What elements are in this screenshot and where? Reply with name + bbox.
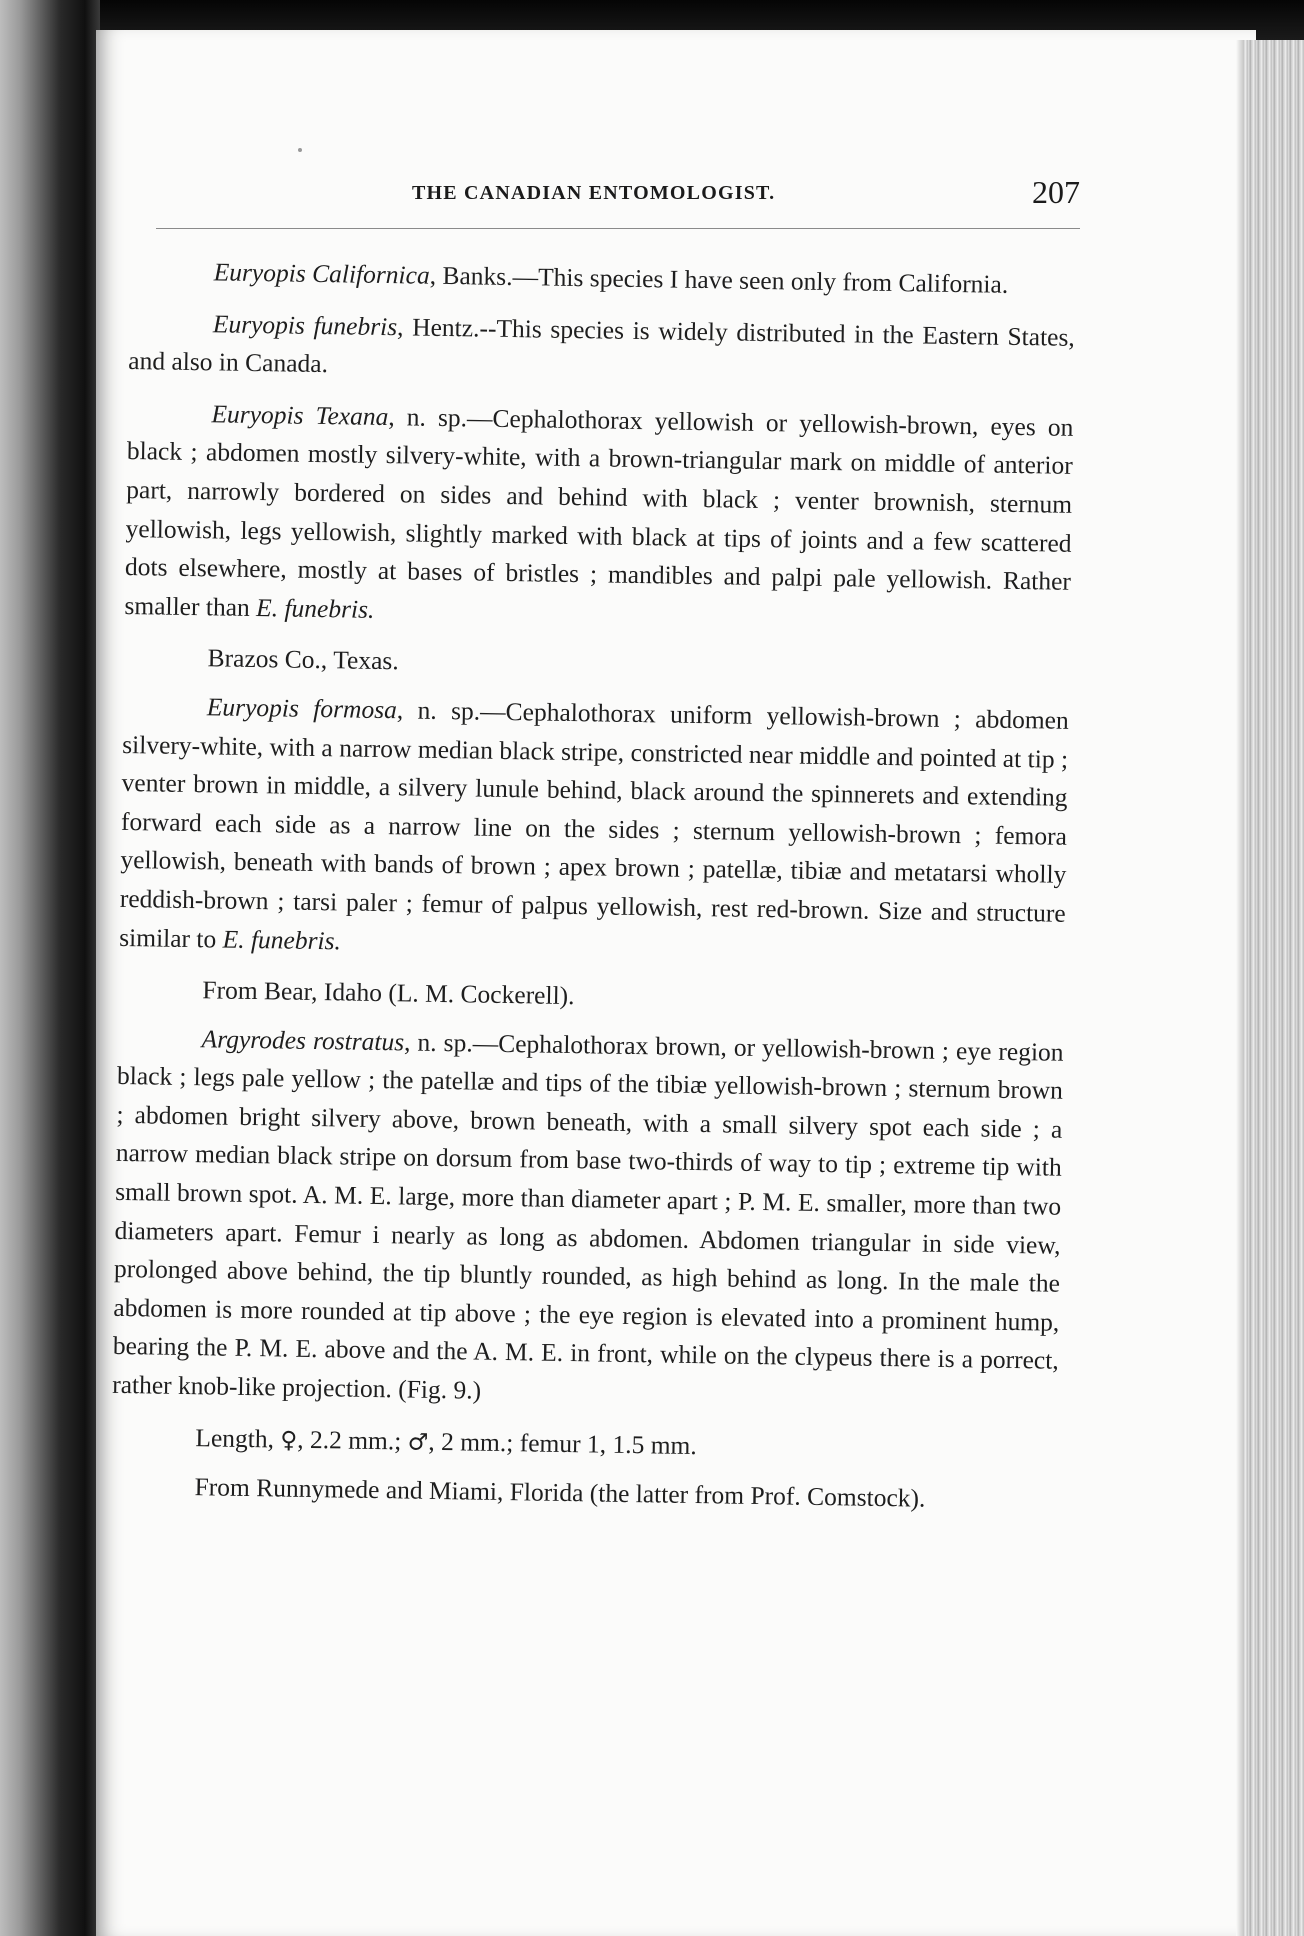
species-description: , n. sp.—Cephalothorax uniform yellowish-brown ; abdomen silvery-white, with a narrow median black stripe, constricted near middle and pointed at tip ; venter brown in middle, a silvery lunule behind, black around the spinnerets and extending forward each side as a narrow line on the sides ; sternum yellowish-brown ; femora yellowish, beneath with bands of brown ; apex brown ; patellæ, tibiæ and metatarsi wholly reddish-brown ; tarsi paler ; femur of palpus yellowish, rest red-brown. Size and structure similar to [119, 695, 1069, 954]
locality-line: Brazos Co., Texas. [207, 643, 399, 676]
species-description: , n. sp.—Cephalothorax brown, or yellowish-brown ; eye region black ; legs pale yellow ; the patellæ and tips of the tibiæ yellowish-brown ; sternum brown ; abdomen bright silvery above, brown beneath, with a small silvery spot each side ; a narrow median black stripe on dorsum from base two-thirds of way to tip ; extreme tip with small brown spot. A. M. E. large, more than diameter apart ; P. M. E. smaller, more than two diameters apart. Femur i nearly as long as abdomen. Abdomen triangular in side view, prolonged above behind, the tip bluntly rounded, as high behind as long. In the male the abdomen is more rounded at tip above ; the eye region is elevated into a prominent hump, bearing the P. M. E. above and the A. M. E. in front, while on the clypeus there is a porrect, rather knob-like projection. (Fig. 9.) [111, 1027, 1064, 1405]
male-symbol: ♂ [407, 1429, 429, 1456]
female-symbol: ♀ [280, 1427, 298, 1454]
species-description: , Banks.—This species I have seen only from California. [429, 260, 1009, 299]
female-measurement: , 2.2 mm.; [296, 1424, 408, 1456]
species-description: , Hentz.--This species is widely distributed in the Eastern States, and also in Canada. [128, 311, 1076, 379]
locality-line: From Bear, Idaho (L. M. Cockerell). [202, 975, 575, 1011]
species-name: Euryopis formosa [206, 692, 398, 725]
species-entry [119, 687, 1069, 972]
species-description: , n. sp.—Cephalothorax yellowish or yellowish-brown, eyes on black ; abdomen mostly silvery-white, with a brown-triangular mark on middle of anterior part, narrowly bordered on sides and behind with black ; venter brownish, sternum yellowish, legs yellowish, slightly marked with black at tips of joints and a few scattered dots elsewhere, mostly at bases of bristles ; mandibles and palpi pale yellowish. Rather smaller than [124, 401, 1074, 622]
header-rule [156, 228, 1080, 229]
species-entry [124, 394, 1074, 640]
measurements-lead: Length, [195, 1422, 281, 1454]
species-name: Euryopis funebris [212, 308, 398, 341]
measurements-line [111, 1417, 1058, 1471]
species-reference: E. funebris. [255, 592, 375, 624]
page-number: 207 [1032, 174, 1080, 210]
article-body [110, 252, 1076, 1534]
species-name: Argyrodes rostratus [201, 1023, 405, 1057]
page-edge-stack [1244, 40, 1304, 1936]
species-reference: E. funebris. [222, 924, 342, 955]
book-binding-gutter [0, 0, 100, 1936]
closing-locality: From Runnymede and Miami, Florida (the latter from Prof. Comstock). [194, 1472, 926, 1513]
species-entry [112, 1019, 1064, 1420]
running-header [150, 174, 1080, 224]
male-measurement: , 2 mm.; femur 1, 1.5 mm. [428, 1426, 697, 1460]
scan-speck [298, 148, 302, 152]
species-entry [128, 304, 1075, 396]
running-title: THE CANADIAN ENTOMOLOGIST. [412, 182, 776, 204]
species-name: Euryopis Texana [211, 399, 389, 431]
species-name: Euryopis Californica [213, 257, 430, 290]
